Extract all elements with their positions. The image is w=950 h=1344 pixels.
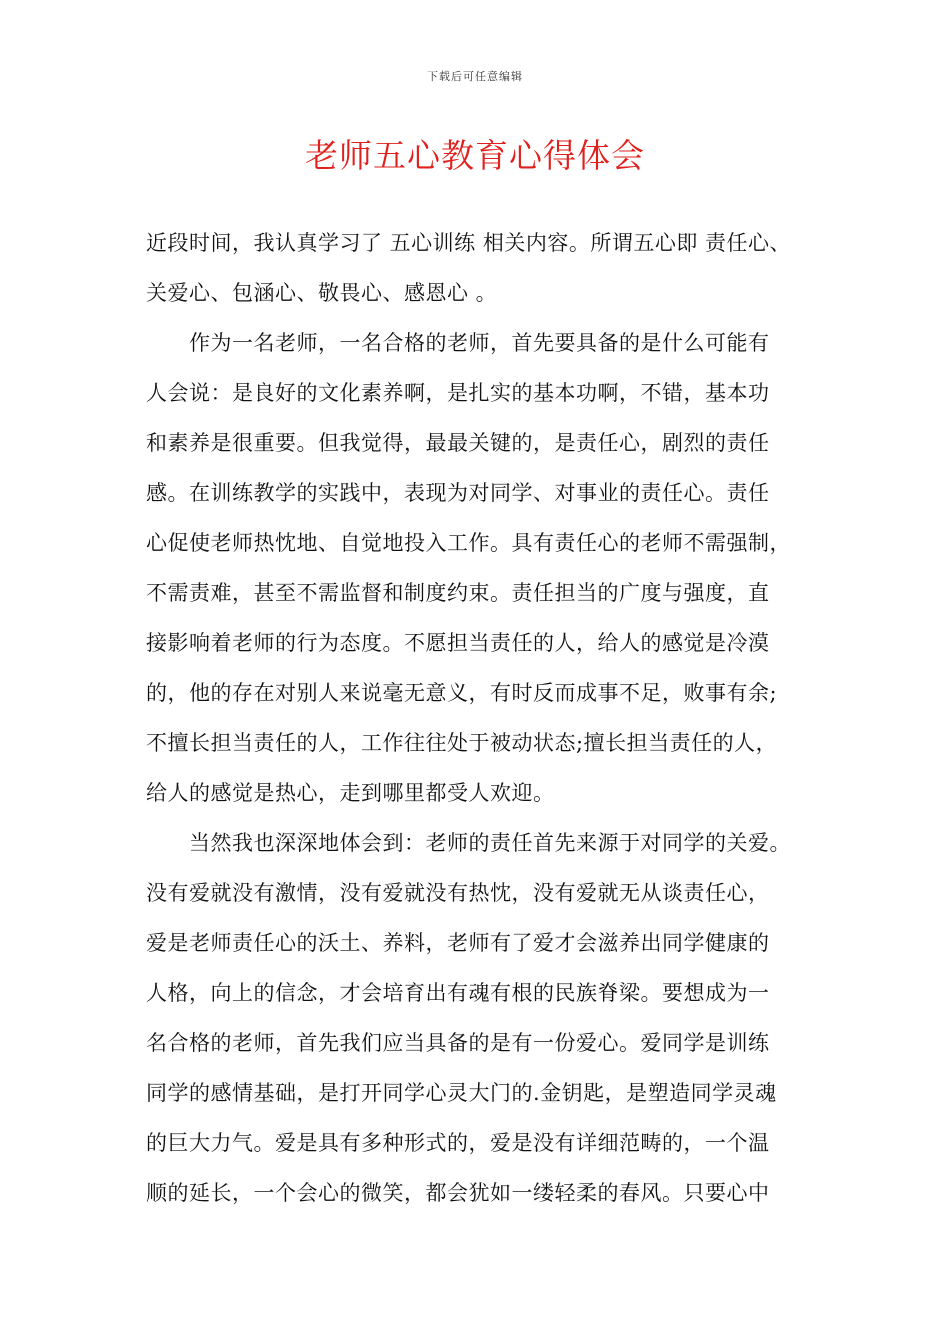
text-line: 顺的延长，一个会心的微笑，都会犹如一缕轻柔的春风。只要心中 [146,1181,770,1205]
text-line: 没有爱就没有激情，没有爱就没有热忱，没有爱就无从谈责任心， [146,881,770,905]
text-line: 心促使老师热忱地、自觉地投入工作。具有责任心的老师不需强制， [146,531,791,555]
text-line: 当然我也深深地体会到：老师的责任首先来源于对同学的关爱。 [146,831,791,855]
text-line: 爱是老师责任心的沃土、养料，老师有了爱才会滋养出同学健康的 [146,931,770,955]
text-line: 和素养是很重要。但我觉得，最最关键的，是责任心，剧烈的责任 [146,431,770,455]
text-line: 关爱心、包涵心、敬畏心、感恩心 。 [146,281,498,305]
text-line: 接影响着老师的行为态度。不愿担当责任的人，给人的感觉是冷漠 [146,631,770,655]
text-line: 给人的感觉是热心，走到哪里都受人欢迎。 [146,781,555,805]
text-line: 不擅长担当责任的人，工作往往处于被动状态;擅长担当责任的人， [146,731,778,755]
text-line: 的巨大力气。爱是具有多种形式的，爱是没有详细范畴的，一个温 [146,1131,770,1155]
header-note: 下载后可任意编辑 [427,70,523,83]
text-line: 人会说：是良好的文化素养啊，是扎实的基本功啊，不错，基本功 [146,381,770,405]
text-line: 的，他的存在对别人来说毫无意义，有时反而成事不足，败事有余; [146,681,778,705]
text-line: 近段时间，我认真学习了 五心训练 相关内容。所谓五心即 责任心、 [146,231,792,255]
text-line: 同学的感情基础，是打开同学心灵大门的.金钥匙，是塑造同学灵魂 [146,1081,777,1105]
text-line: 作为一名老师，一名合格的老师，首先要具备的是什么可能有 [146,331,770,355]
page-title: 老师五心教育心得体会 [305,136,645,175]
text-line: 名合格的老师，首先我们应当具备的是有一份爱心。爱同学是训练 [146,1031,770,1055]
text-line: 不需责难，甚至不需监督和制度约束。责任担当的广度与强度，直 [146,581,770,605]
text-line: 感。在训练教学的实践中，表现为对同学、对事业的责任心。责任 [146,481,770,505]
text-line: 人格，向上的信念，才会培育出有魂有根的民族脊梁。要想成为一 [146,981,770,1005]
document-body [146,218,826,1218]
